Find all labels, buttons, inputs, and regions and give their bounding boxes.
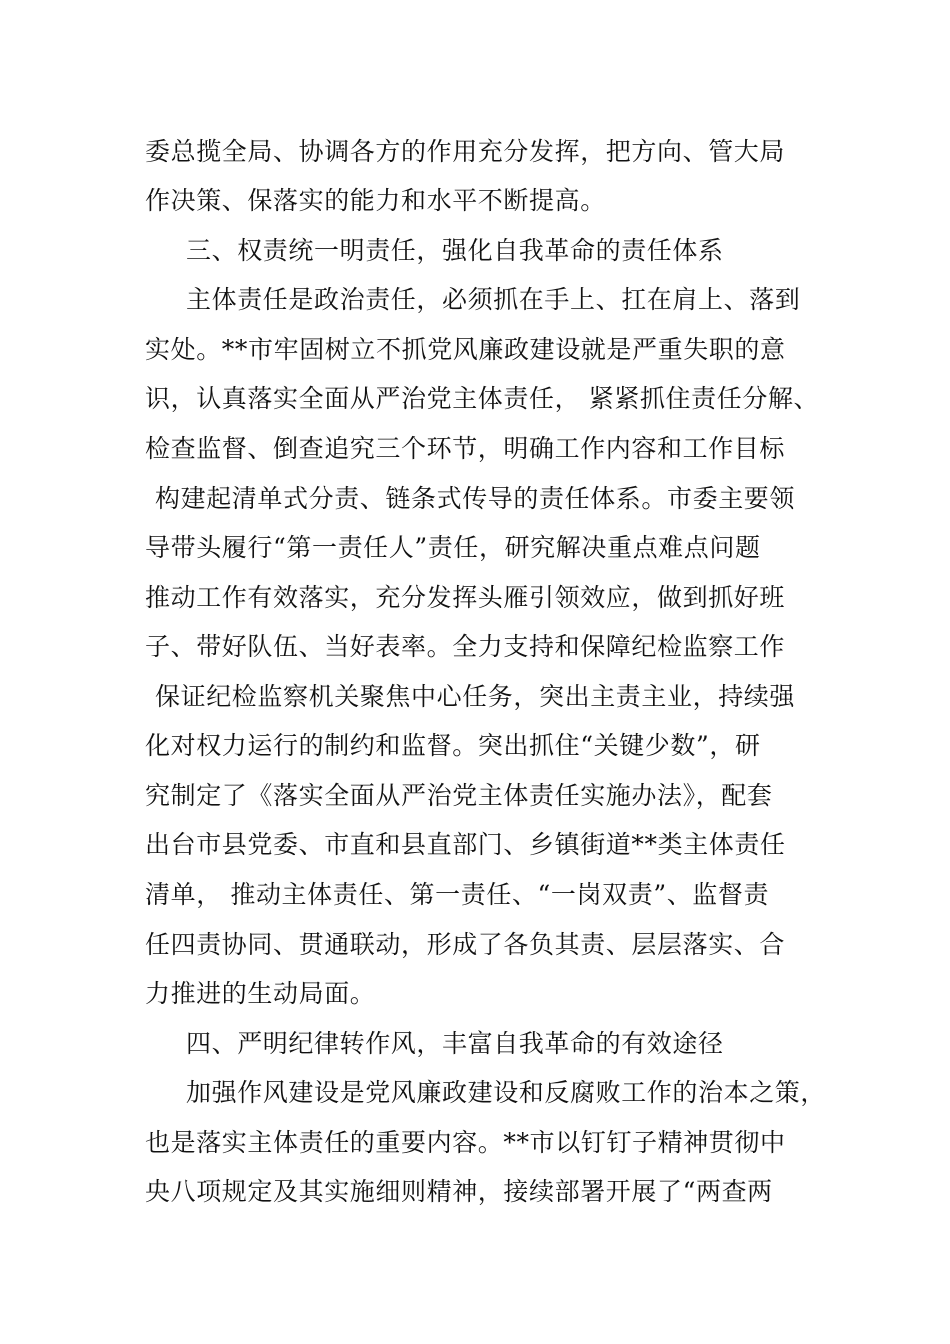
text-line-7: 检查监督、倒查追究三个环节，明确工作内容和工作目标 bbox=[145, 434, 786, 463]
text-line-2: 作决策、保落实的能力和水平不断提高。 bbox=[145, 186, 606, 215]
text-line-11: 子、带好队伍、当好表率。全力支持和保障纪检监察工作 bbox=[145, 632, 786, 661]
text-line-22: 央八项规定及其实施细则精神，接续部署开展了“两查两 bbox=[145, 1177, 773, 1206]
text-line-15: 出台市县党委、市直和县直部门、乡镇街道**类主体责任 bbox=[145, 830, 786, 859]
text-line-9: 导带头履行“第一责任人”责任，研究解决重点难点问题 bbox=[145, 533, 761, 562]
text-line-6: 识，认真落实全面从严治党主体责任， 紧紧抓住责任分解、 bbox=[145, 384, 820, 413]
section-heading-3: 三、权责统一明责任，强化自我革命的责任体系 bbox=[186, 236, 724, 265]
text-line-16: 清单， 推动主体责任、第一责任、“一岗双责”、监督责 bbox=[145, 880, 770, 909]
text-line-17: 任四责协同、贯通联动，形成了各负其责、层层落实、合 bbox=[145, 930, 786, 959]
text-line-14: 究制定了《落实全面从严治党主体责任实施办法》，配套 bbox=[145, 781, 773, 810]
text-line-10: 推动工作有效落实，充分发挥头雁引领效应，做到抓好班 bbox=[145, 583, 786, 612]
section-heading-4: 四、严明纪律转作风，丰富自我革命的有效途径 bbox=[186, 1029, 724, 1058]
text-line-20: 加强作风建设是党风廉政建设和反腐败工作的治本之策， bbox=[186, 1078, 827, 1107]
text-line-4: 主体责任是政治责任，必须抓在手上、扛在肩上、落到 bbox=[186, 285, 801, 314]
text-line-1: 委总揽全局、协调各方的作用充分发挥，把方向、管大局 bbox=[145, 137, 786, 166]
text-line-13: 化对权力运行的制约和监督。突出抓住“关键少数”，研 bbox=[145, 731, 761, 760]
text-line-18: 力推进的生动局面。 bbox=[145, 979, 376, 1008]
text-line-21: 也是落实主体责任的重要内容。**市以钉钉子精神贯彻中 bbox=[145, 1128, 786, 1157]
text-line-5: 实处。**市牢固树立不抓党风廉政建设就是严重失职的意 bbox=[145, 335, 786, 364]
text-line-8: 构建起清单式分责、链条式传导的责任体系。市委主要领 bbox=[155, 484, 796, 513]
text-line-12: 保证纪检监察机关聚焦中心任务，突出主责主业，持续强 bbox=[155, 682, 796, 711]
